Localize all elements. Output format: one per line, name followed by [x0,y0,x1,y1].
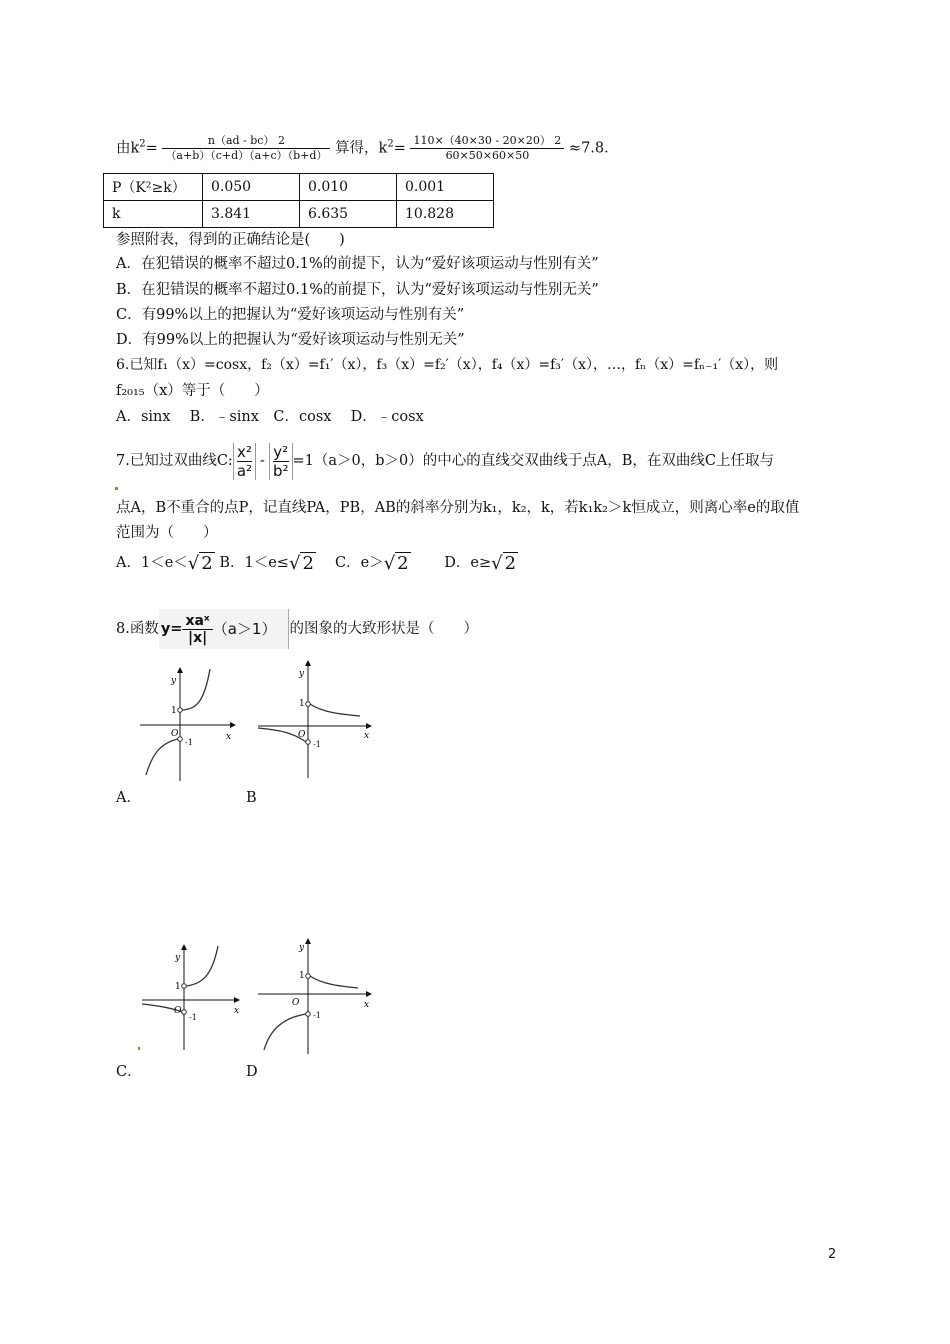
formula-sup: 2 [139,138,146,150]
q6-options: A．sinx B．﹣sinx C．cosx D．﹣cosx [116,409,424,425]
label-b: B [246,790,257,806]
q7-line-2: 点A，B不重合的点P，记直线PA，PB，AB的斜率分别为k₁，k₂，k，若k₁k₂＞k恒成立，则离心率e的取值 [116,500,800,516]
q7-line-3: 范围为（ ） [116,525,218,541]
radicand: 2 [397,553,409,574]
table-cell: 3.841 [203,201,300,228]
x-label: x [234,1006,240,1016]
open-point [178,708,183,713]
hyperbola-x-fraction [233,443,256,480]
chi-square-formula [116,134,619,163]
fraction-denominator: （a+b）（c+d）（a+c）（b+d） [162,148,330,163]
sqrt-2 [289,554,316,574]
sqrt-2 [188,554,215,574]
fraction-denominator-2: 60×50×60×50 [410,148,564,163]
origin-label: O [174,1006,182,1016]
open-point [306,974,311,979]
curve-right [310,976,358,988]
q7-option-d: D．e≥ [444,555,492,571]
sqrt-2 [491,554,518,574]
x-arrow [366,723,372,729]
sqrt-sign: √ [288,553,301,574]
function-denominator: |x| [182,629,212,646]
sqrt-sign: √ [491,553,503,574]
q7-prefix: 7.已知过双曲线C: [116,453,233,469]
origin-label: O [171,729,179,739]
q5-option-b: B．在犯错误的概率不超过0.1%的前提下，认为“爱好该项运动与性别无关” [116,282,599,298]
graph-b [256,656,376,781]
minus-sign: - [260,453,265,469]
y-label: y [299,943,305,953]
y-arrow [181,944,187,950]
label-c: C． [116,1064,142,1080]
label-1: 1 [299,699,305,709]
table-cell: 10.828 [397,201,494,228]
y-label: y [175,953,181,963]
radicand: 2 [302,553,314,574]
q6-line-1: 6.已知f₁（x）=cosx，f₂（x）=f₁′（x），f₃（x）=f₂′（x），f₄（x）=f₃′（x），…，fₙ（x）=fₙ₋₁′（x），则 [116,357,779,373]
curve-left [146,739,178,775]
table-cell: 0.001 [397,174,494,201]
function-numerator: xaˣ [185,612,210,629]
label-neg-1: -1 [185,738,193,747]
function-lhs: y= [160,621,183,637]
function-condition: （a＞1） [212,620,277,638]
label-1: 1 [175,982,181,992]
y-arrow [305,938,311,944]
graph-c [140,938,244,1052]
q5-stem: 参照附表，得到的正确结论是( ) [116,232,345,248]
table-cell: 0.010 [300,174,397,201]
x-squared: x² [236,442,252,461]
y-arrow [305,660,311,666]
x-arrow [230,722,236,728]
computed-fraction [410,134,564,163]
label-1: 1 [299,971,305,981]
sqrt-2 [384,554,411,574]
label-1: 1 [171,706,177,716]
formula-mid: 算得，k [335,140,388,157]
critical-value-table [103,173,494,228]
q7-line-1 [116,436,774,486]
label-neg-1: -1 [313,1011,321,1020]
a-squared: a² [236,461,253,480]
formula-result: ≈7.8． [568,140,619,157]
table-row [104,174,494,201]
q5-option-d: D．有99%以上的把握认为“爱好该项运动与性别无关” [116,332,465,348]
x-label: x [364,1000,370,1010]
fraction-numerator-2: 110×（40×30 - 20×20） 2 [413,134,562,147]
page-number: 2 [828,1247,837,1262]
x-arrow [234,997,240,1003]
stray-mark [138,1047,140,1050]
y-arrow [177,667,183,673]
q7-suffix: =1（a＞0，b＞0）的中心的直线交双曲线于点A，B，在双曲线C上任取与 [292,453,774,469]
stray-mark [115,487,118,490]
x-label: x [364,731,370,741]
q5-option-a: A．在犯错误的概率不超过0.1%的前提下，认为“爱好该项运动与性别有关” [116,256,599,272]
x-arrow [366,991,372,997]
function-fraction [182,613,212,646]
origin-label: O [292,998,300,1008]
open-point [306,702,311,707]
radicand: 2 [504,553,517,574]
label-neg-1: -1 [313,740,321,749]
table-cell: P（K²≥k） [104,174,203,201]
q7-options [116,553,518,574]
label-neg-1: -1 [189,1013,197,1022]
curve-right [182,669,210,710]
q7-option-c: C．e＞ [335,555,384,571]
open-point [182,984,187,989]
q5-option-c: C．有99%以上的把握认为“爱好该项运动与性别有关” [116,307,465,323]
fraction-numerator: n（ad - bc） 2 [207,134,285,147]
x-label: x [226,732,232,742]
label-a: A． [116,790,141,806]
open-point [306,1012,311,1017]
y-label: y [299,669,305,679]
b-squared: b² [272,461,289,480]
formula-sup-2: 2 [387,138,394,150]
curve-left [264,1014,306,1050]
sqrt-sign: √ [187,553,200,574]
graph-a [138,663,238,783]
q7-option-b: B．1＜e≤ [219,555,289,571]
label-d: D [246,1064,258,1080]
hyperbola-y-fraction [269,443,293,480]
radicand: 2 [201,553,213,574]
formula-prefix: 由k [116,140,140,157]
origin-label: O [298,730,306,740]
q6-line-2: f₂₀₁₅（x）等于（ ） [116,383,269,399]
chi-square-fraction [162,134,330,163]
table-cell: k [104,201,203,228]
formula-eq-2: = [393,140,406,157]
q8-line [116,608,478,650]
table-cell: 0.050 [203,174,300,201]
open-point [306,740,311,745]
q8-suffix: 的图象的大致形状是（ ） [289,621,478,637]
q8-prefix: 8.函数 [116,621,159,637]
y-label: y [171,676,177,686]
function-formula [159,609,290,649]
open-point [182,1010,187,1015]
y-squared: y² [273,442,289,461]
table-cell: 6.635 [300,201,397,228]
table-row [104,201,494,228]
q7-option-a: A．1＜e＜ [116,555,188,571]
sqrt-sign: √ [383,553,396,574]
formula-eq: = [145,140,158,157]
graph-d [256,934,376,1056]
curve-right [310,704,360,716]
curve-right [186,946,218,986]
